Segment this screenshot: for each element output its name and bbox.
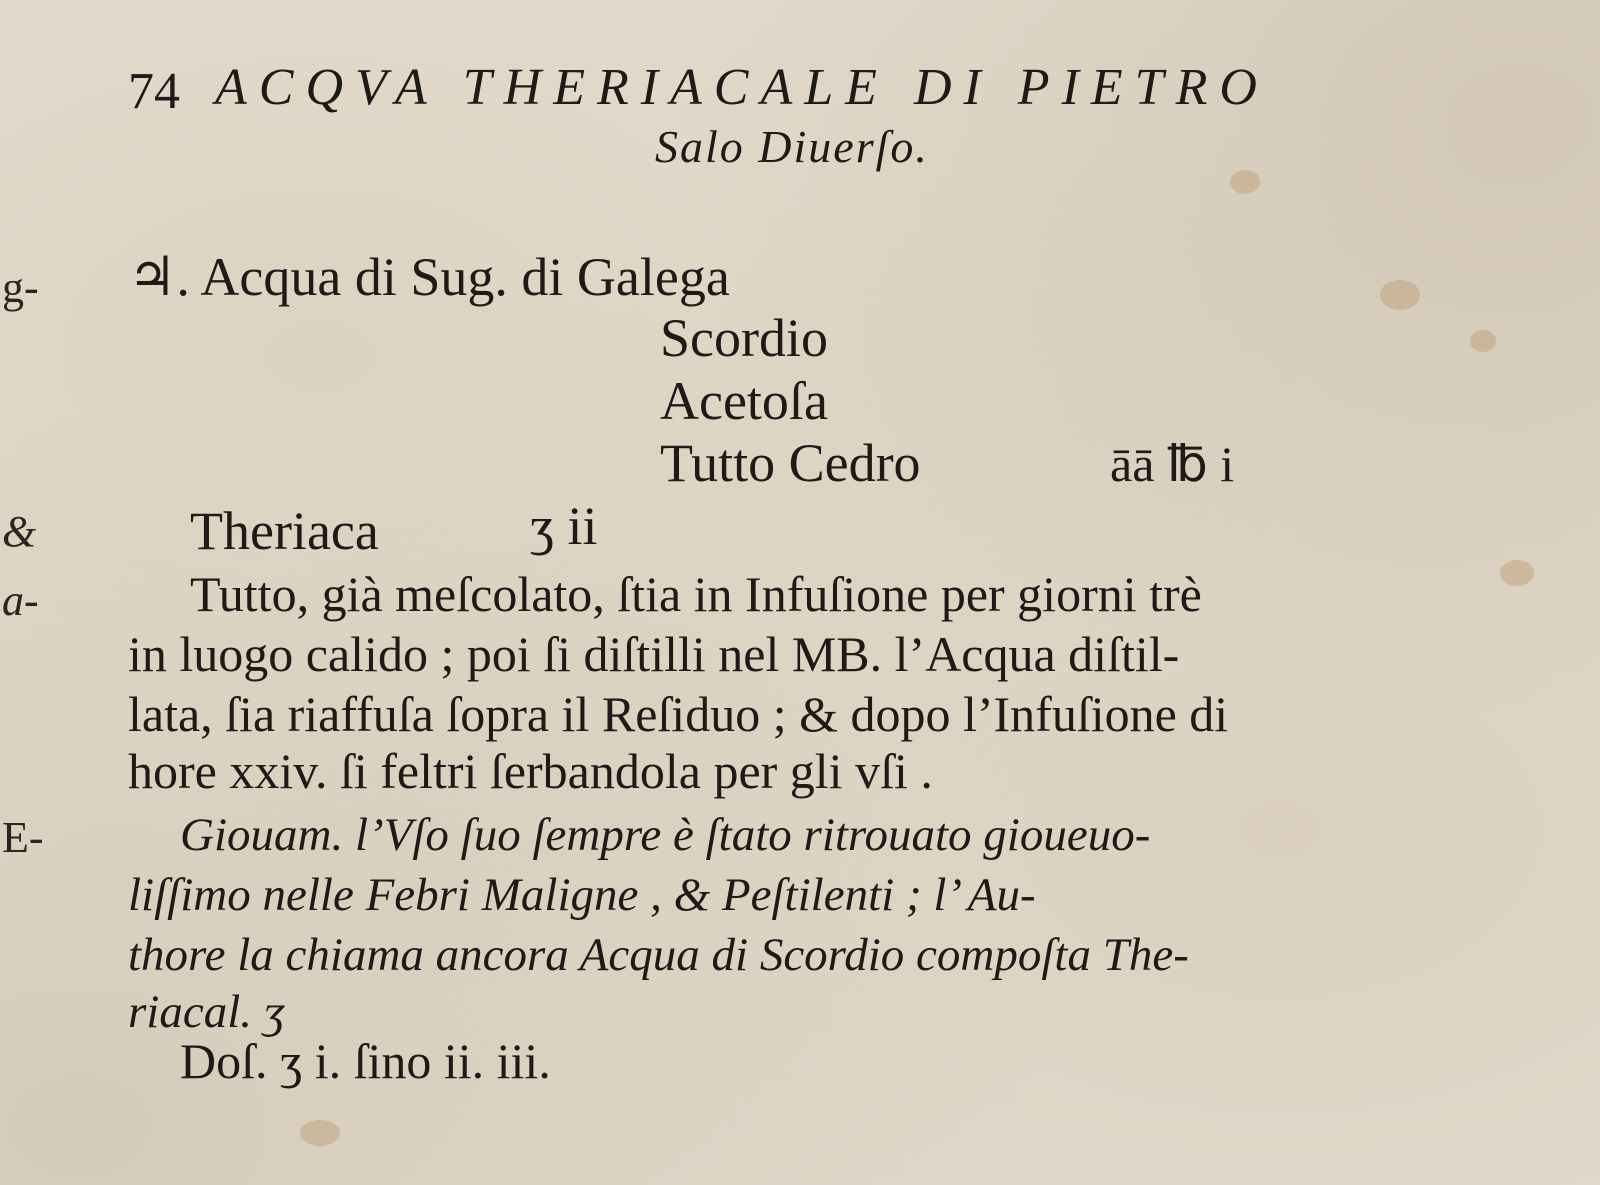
- paragraph-line: riacal. ʒ: [128, 986, 285, 1038]
- running-head: ACQVA THERIACALE DI PIETRO: [215, 59, 1269, 116]
- margin-fragment: E-: [2, 813, 44, 862]
- paragraph-line: Tutto, già meſcolato, ſtia in Infuſione per giorni trè: [190, 566, 1202, 622]
- paragraph-line: in luogo calido ; poi ſi diſtilli nel MB. l’Acqua diſtil-: [128, 626, 1180, 682]
- paragraph-line: lata, ſia riaffuſa ſopra il Reſiduo ; & dopo l’Infuſione di: [128, 686, 1229, 742]
- paper-stain: [1230, 170, 1260, 194]
- paper-stain: [1500, 560, 1534, 586]
- theriaca-label: Theriaca: [190, 501, 379, 561]
- recipe-first-line: ♃. Acqua di Sug. di Galega: [128, 247, 730, 307]
- paragraph-line: thore la chiama ancora Acqua di Scordio compoſta The-: [128, 929, 1189, 981]
- paragraph-line: Giouam. l’Vſo ſuo ſempre è ſtato ritrouato gioueuo-: [180, 809, 1151, 861]
- margin-fragment: a-: [2, 576, 39, 625]
- page-number: 74: [128, 63, 180, 120]
- theriaca-quantity: ʒ ii: [530, 496, 598, 556]
- ingredient-quantity: āā ℔ i: [1110, 436, 1235, 492]
- paragraph-line: hore xxiv. ſi feltri ſerbandola per gli vſi .: [128, 743, 933, 799]
- dose-line: Doſ. ʒ i. ſino ii. iii.: [180, 1033, 551, 1089]
- margin-fragment: g-: [2, 263, 39, 312]
- paper-stain: [300, 1120, 340, 1146]
- paragraph-line: liſſimo nelle Febri Maligne , & Peſtilenti ; l’ Au-: [128, 869, 1036, 921]
- ingredient-item: Tutto Cedro: [660, 433, 921, 493]
- paper-stain: [1470, 330, 1496, 352]
- ingredient-item: Acetoſa: [660, 371, 828, 431]
- recipe-subtitle: Salo Diuerſo.: [655, 121, 929, 172]
- ingredient-item: Scordio: [660, 308, 828, 368]
- margin-fragment: &: [2, 507, 37, 556]
- paper-stain: [1380, 280, 1420, 310]
